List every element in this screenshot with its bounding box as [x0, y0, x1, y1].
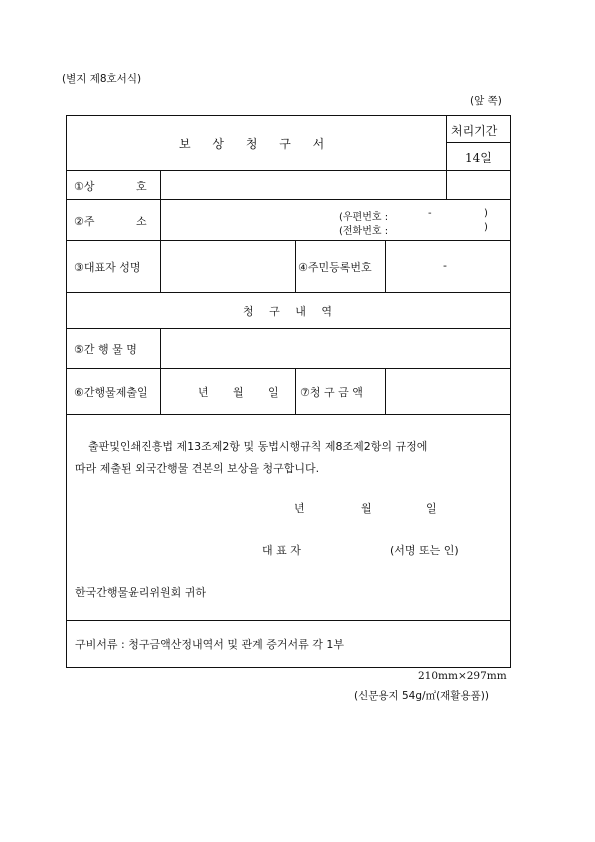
- submission-month: 월: [233, 386, 244, 399]
- resident-id-label: ④주민등록번호: [298, 261, 372, 274]
- divider: [66, 414, 511, 415]
- divider: [66, 328, 511, 329]
- divider: [160, 170, 161, 292]
- processing-period-value: 14일: [465, 151, 492, 165]
- statement-year: 년: [294, 502, 305, 515]
- statement-day: 일: [426, 502, 437, 515]
- publication-name-label: ⑤간 행 물 명: [74, 343, 137, 356]
- divider: [385, 240, 386, 292]
- divider: [66, 170, 446, 171]
- address-label: ②주: [74, 215, 95, 228]
- divider: [66, 620, 511, 621]
- addressee: 한국간행물윤리위원회 귀하: [75, 586, 207, 599]
- submission-year: 년: [198, 386, 209, 399]
- divider: [295, 368, 296, 414]
- claim-amount-input[interactable]: [387, 370, 509, 412]
- divider: [160, 328, 161, 414]
- company-input[interactable]: [162, 172, 509, 197]
- submission-day: 일: [268, 386, 279, 399]
- postal-code-close: ): [484, 208, 488, 219]
- signature-or-seal: (서명 또는 인): [390, 544, 459, 557]
- claim-amount-label: ⑦청 구 금 액: [300, 386, 363, 399]
- statement-line-1: 출판및인쇄진흥법 제13조제2항 및 동법시행규칙 제8조제2항의 규정에: [88, 440, 428, 453]
- representative-signature-label: 대 표 자: [262, 544, 301, 557]
- representative-name-label: ③대표자 성명: [74, 261, 141, 274]
- divider: [446, 170, 511, 171]
- phone-close: ): [484, 222, 488, 233]
- address-label-tail: 소: [136, 215, 147, 228]
- divider: [66, 199, 511, 200]
- processing-period-label: 처리기간: [451, 124, 498, 138]
- form-reference: (별지 제8호서식): [62, 73, 142, 85]
- company-label: ①상: [74, 180, 95, 193]
- claim-section-title: 청 구 내 역: [243, 305, 338, 318]
- divider: [66, 368, 511, 369]
- required-documents: 구비서류 : 청구금액산정내역서 및 관계 증거서류 각 1부: [75, 638, 344, 651]
- divider: [385, 368, 386, 414]
- divider: [66, 240, 511, 241]
- company-label-tail: 호: [136, 180, 147, 193]
- paper-size: 210mm×297mm: [418, 670, 507, 682]
- submission-date-label: ⑥간행물제출일: [74, 386, 148, 399]
- divider: [446, 142, 511, 143]
- postal-code-dash: -: [428, 208, 432, 219]
- page-side-label: (앞 쪽): [470, 95, 502, 107]
- statement-line-2: 따라 제출된 외국간행물 견본의 보상을 청구합니다.: [75, 462, 320, 475]
- resident-id-dash: -: [443, 259, 447, 272]
- statement-month: 월: [361, 502, 372, 515]
- divider: [66, 292, 511, 293]
- representative-name-input[interactable]: [162, 242, 293, 290]
- paper-type: (신문용지 54g/㎡(재활용품)): [354, 690, 489, 702]
- address-input[interactable]: [162, 201, 337, 238]
- divider: [295, 240, 296, 292]
- form-title: 보 상 청 구 서: [179, 137, 334, 151]
- postal-code-label: (우편번호 :: [339, 212, 389, 223]
- publication-name-input[interactable]: [162, 330, 509, 366]
- phone-label: (전화번호 :: [339, 226, 389, 237]
